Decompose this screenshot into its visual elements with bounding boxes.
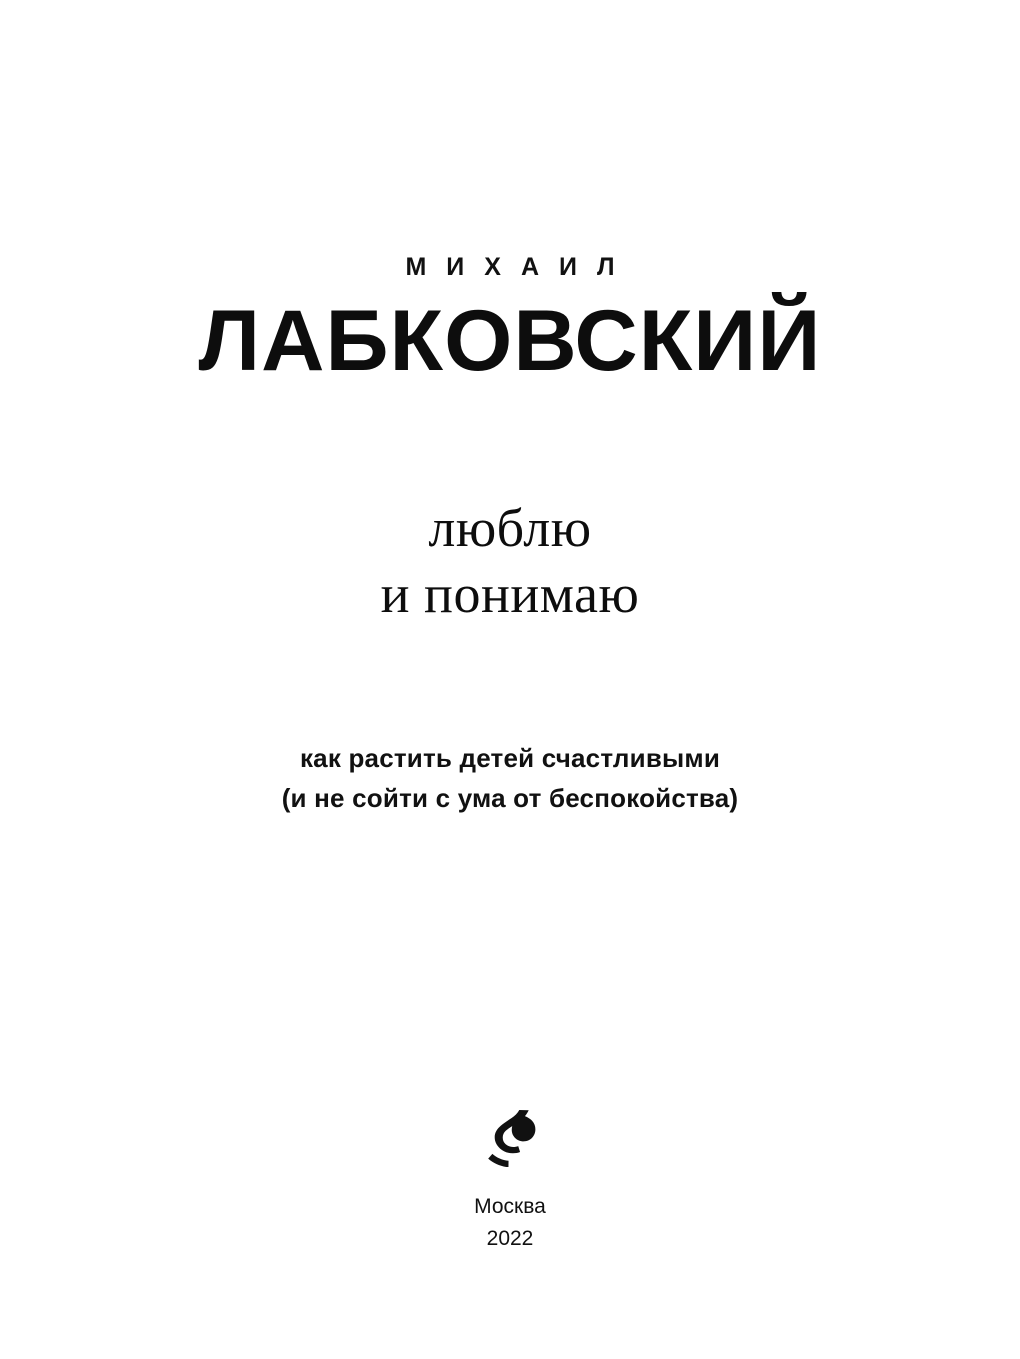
book-subtitle [0,738,1020,819]
publisher-block [0,1105,1020,1254]
eksmo-logo-icon [479,1105,541,1167]
author-last-name: ЛАБКОВСКИЙ [198,293,822,389]
publisher-city: Москва [474,1195,546,1218]
book-subtitle-line-2: (и не сойти с ума от беспокойства) [281,783,739,814]
book-title [0,496,1020,628]
book-subtitle-line-1: как растить детей счастливыми [299,743,721,774]
author-block [0,253,1020,389]
book-title-line-1: люблю [428,498,592,559]
author-first-name: МИХАИЛ [405,253,635,281]
book-title-line-2: и понимаю [380,564,640,625]
publisher-year: 2022 [486,1226,534,1250]
